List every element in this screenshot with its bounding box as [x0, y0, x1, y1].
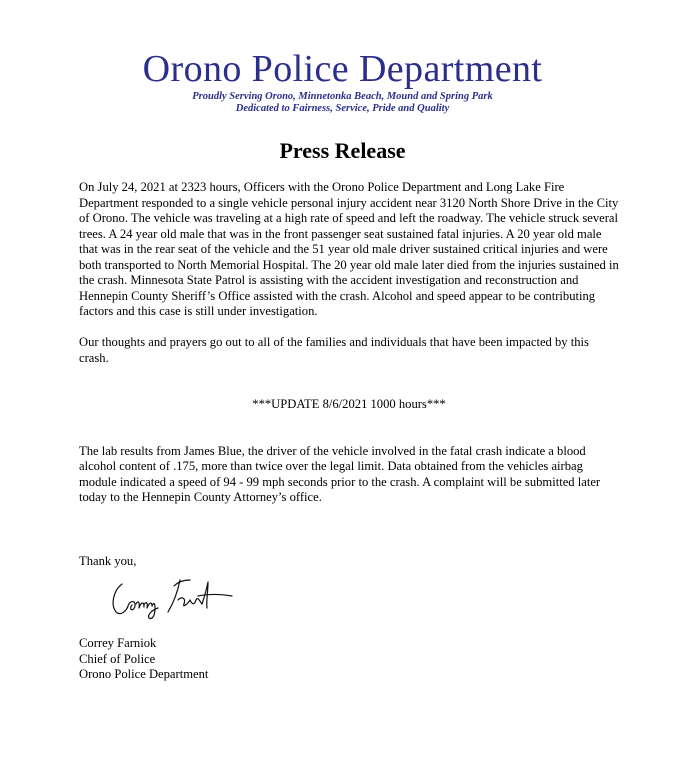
signer-name: Correy Farniok: [79, 636, 157, 650]
paragraph-incident: On July 24, 2021 at 2323 hours, Officers with the Orono Police Department and Long Lake Fire Department responded to a single vehicle personal injury accident near 3120 North Shore Drive in the City of Orono. The vehicle was traveling at a high rate of speed and left the roadway. The vehicle struck several trees. A 24 year old male that was in the front passenger seat sustained fatal injuries. A 20 year old male that was in the rear seat of the vehicle and the 51 year old male driver sustained critical injuries and were both transported to North Memorial Hospital. The 20 year old male later died from the injuries sustained in the crash. Minnesota State Patrol is assisting with the accident investigation and reconstruction and Hennepin County Sheriff’s Office assisted with the crash. Alcohol and speed appear to be contributing factors and this case is still under investigation.: [79, 180, 619, 318]
tagline-values: Dedicated to Fairness, Service, Pride and Quality: [235, 103, 450, 114]
paragraph-condolences: Our thoughts and prayers go out to all of the families and individuals that have been impacted by this crash.: [79, 335, 589, 365]
handwritten-signature: [108, 572, 238, 622]
update-heading: ***UPDATE 8/6/2021 1000 hours***: [252, 397, 446, 411]
signer-title: Chief of Police: [79, 651, 156, 666]
tagline-service-area: Proudly Serving Orono, Minnetonka Beach, Mound and Spring Park: [192, 91, 493, 102]
organization-name: Orono Police Department: [142, 48, 543, 90]
closing-salutation: Thank you,: [79, 554, 137, 568]
signature-block: [79, 636, 208, 683]
letterhead: [0, 47, 685, 115]
paragraph-update: The lab results from James Blue, the driver of the vehicle involved in the fatal crash indicate a blood alcohol content of .175, more than twice over the legal limit. Data obtained from the vehicles airbag module indicated a speed of 94 - 99 mph seconds prior to the crash. A complaint will be submitted later today to the Hennepin County Attorney’s office.: [79, 443, 601, 504]
signer-organization: Orono Police Department: [79, 667, 209, 681]
press-release-body: [79, 180, 619, 506]
document-title: Press Release: [279, 138, 406, 163]
